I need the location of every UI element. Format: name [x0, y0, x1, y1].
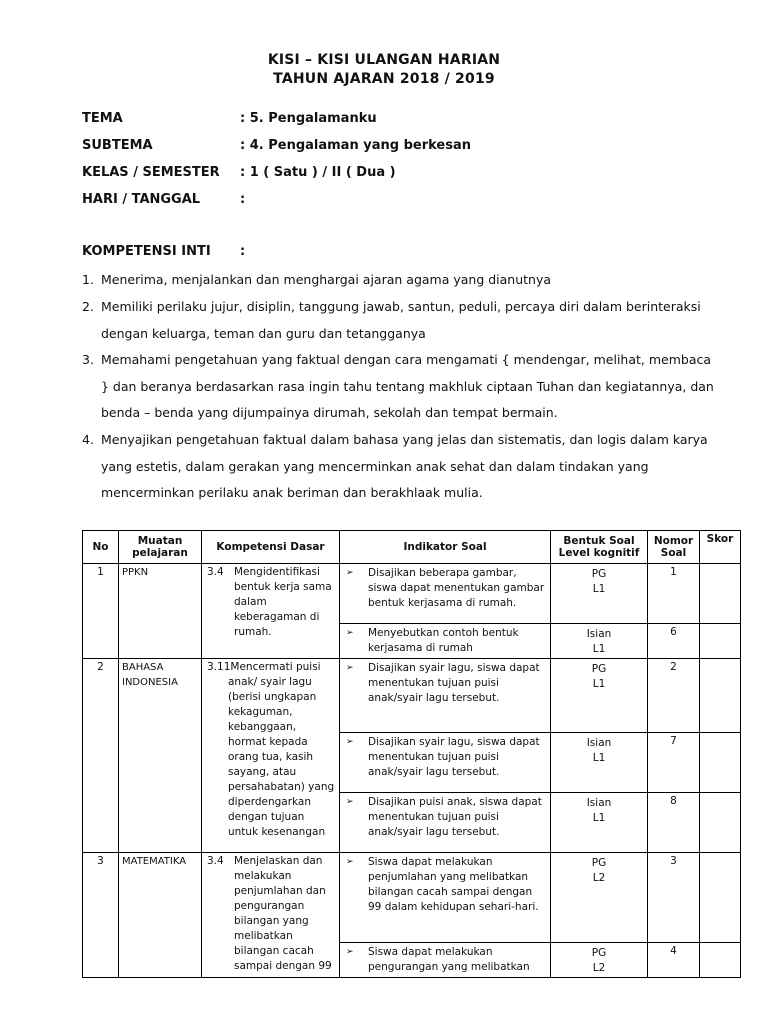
kd-cell — [202, 853, 340, 978]
header-nomor-soal: Nomor Soal — [648, 531, 700, 564]
indikator-cell — [340, 659, 551, 733]
indikator-cell — [340, 853, 551, 943]
bentuk-soal: Isian — [586, 628, 612, 640]
indikator-text: Disajikan syair lagu, siswa dapat menentukan tujuan puisi anak/syair lagu tersebut. — [368, 736, 540, 778]
kd-text: Mencermati puisi anak/ syair lagu (berisi ungkapan kekaguman, kebanggaan, hormat kepada orang tua, kasih sayang, atau persahabatan) yang diperdengarkan dengan tujuan untuk kesenangan — [228, 661, 335, 838]
header-bentuk-soal: Bentuk Soal Level kognitif — [551, 531, 648, 564]
ki-item-number: 4. — [82, 432, 94, 447]
ki-label: KOMPETENSI INTI — [82, 244, 211, 259]
skor-cell — [700, 853, 741, 943]
bullet-arrow-icon: ➢ — [346, 568, 354, 578]
ki-item — [82, 294, 722, 347]
bentuk-cell — [551, 733, 648, 793]
nomor-soal: 7 — [648, 733, 700, 793]
table-row — [83, 659, 741, 733]
indikator-cell — [340, 564, 551, 624]
level-kognitif: L1 — [592, 812, 606, 824]
skor-cell — [700, 659, 741, 733]
ki-item-text: Memiliki perilaku jujur, disiplin, tanggung jawab, santun, peduli, percaya diri dalam berinteraksi dengan keluarga, teman dan guru dan tetangganya — [101, 299, 701, 341]
indikator-text: Siswa dapat melakukan penjumlahan yang melibatkan bilangan cacah sampai dengan 99 dalam kehidupan sehari-hari. — [368, 856, 539, 913]
kelas-label: KELAS / SEMESTER — [82, 165, 220, 180]
document-title: KISI – KISI ULANGAN HARIAN — [267, 52, 501, 68]
header-muatan: Muatan pelajaran — [119, 531, 202, 564]
nomor-soal: 6 — [648, 624, 700, 659]
level-kognitif: L1 — [592, 678, 606, 690]
row-number: 1 — [83, 564, 119, 659]
kd-number: 3.4 — [207, 855, 224, 867]
skor-cell — [700, 733, 741, 793]
subject-cell: MATEMATIKA — [119, 853, 202, 978]
indikator-cell — [340, 793, 551, 853]
ki-item-text: Menerima, menjalankan dan menghargai ajaran agama yang dianutnya — [101, 272, 552, 287]
bullet-arrow-icon: ➢ — [346, 857, 354, 867]
kd-number: 3.4 — [207, 566, 224, 578]
bentuk-soal: PG — [591, 947, 607, 959]
nomor-soal: 4 — [648, 943, 700, 978]
nomor-soal: 8 — [648, 793, 700, 853]
kd-cell — [202, 564, 340, 659]
indikator-text: Disajikan beberapa gambar, siswa dapat menentukan gambar bentuk kerjasama di rumah. — [368, 567, 545, 609]
table-header-row — [83, 531, 741, 564]
bentuk-cell — [551, 853, 648, 943]
kd-number: 3.11 — [207, 661, 231, 673]
bentuk-soal: PG — [591, 663, 607, 675]
kd-text: Menjelaskan dan melakukan penjumlahan dan pengurangan bilangan yang melibatkan bilangan cacah sampai dengan 99 — [234, 855, 332, 972]
bentuk-cell — [551, 943, 648, 978]
ki-colon: : — [240, 244, 246, 259]
indikator-cell — [340, 733, 551, 793]
subject-cell: PPKN — [119, 564, 202, 659]
bullet-arrow-icon: ➢ — [346, 947, 354, 957]
skor-cell — [700, 943, 741, 978]
tema-value: : 5. Pengalamanku — [240, 111, 377, 126]
bentuk-cell — [551, 624, 648, 659]
ki-item-text: Menyajikan pengetahuan faktual dalam bahasa yang jelas dan sistematis, dan logis dalam karya yang estetis, dalam gerakan yang mencerminkan anak sehat dan dalam tindakan yang mencerminkan perilaku anak beriman dan berakhlaak mulia. — [101, 432, 708, 500]
ki-item — [82, 267, 722, 294]
nomor-soal: 1 — [648, 564, 700, 624]
level-kognitif: L1 — [592, 643, 606, 655]
header-indikator: Indikator Soal — [340, 531, 551, 564]
indikator-text: Disajikan syair lagu, siswa dapat menentukan tujuan puisi anak/syair lagu tersebut. — [368, 662, 540, 704]
bullet-arrow-icon: ➢ — [346, 663, 354, 673]
ki-item-number: 2. — [82, 299, 94, 314]
skor-cell — [700, 793, 741, 853]
table-row — [83, 853, 741, 943]
ki-item-number: 3. — [82, 352, 94, 367]
indikator-cell — [340, 943, 551, 978]
table-row — [83, 564, 741, 624]
ki-item-text: Memahami pengetahuan yang faktual dengan cara mengamati { mendengar, melihat, membaca } dan beranya berdasarkan rasa ingin tahu tentang makhluk ciptaan Tuhan dan kegiatannya, dan benda – benda yang dijumpainya dirumah, sekolah dan tempat bermain. — [101, 352, 714, 420]
header-no: No — [83, 531, 119, 564]
kisi-table — [82, 530, 741, 978]
kelas-value: : 1 ( Satu ) / II ( Dua ) — [240, 165, 396, 180]
indikator-text: Disajikan puisi anak, siswa dapat menentukan tujuan puisi anak/syair lagu tersebut. — [368, 796, 542, 838]
ki-item — [82, 427, 722, 507]
bentuk-cell — [551, 659, 648, 733]
bullet-arrow-icon: ➢ — [346, 737, 354, 747]
bentuk-soal: Isian — [586, 737, 612, 749]
bentuk-cell — [551, 564, 648, 624]
bentuk-soal: PG — [591, 857, 607, 869]
level-kognitif: L2 — [592, 962, 606, 974]
kd-text: Mengidentifikasi bentuk kerja sama dalam keberagaman di rumah. — [234, 566, 332, 638]
hari-label: HARI / TANGGAL — [82, 192, 201, 207]
document-subtitle: TAHUN AJARAN 2018 / 2019 — [273, 71, 495, 87]
bentuk-soal: Isian — [586, 797, 612, 809]
bullet-arrow-icon: ➢ — [346, 628, 354, 638]
tema-label: TEMA — [82, 111, 123, 126]
header-kompetensi-dasar: Kompetensi Dasar — [202, 531, 340, 564]
row-number: 3 — [83, 853, 119, 978]
level-kognitif: L2 — [592, 872, 606, 884]
subject-cell: BAHASA INDONESIA — [119, 659, 202, 853]
bentuk-soal: PG — [591, 568, 607, 580]
bullet-arrow-icon: ➢ — [346, 797, 354, 807]
indikator-cell — [340, 624, 551, 659]
subtema-value: : 4. Pengalaman yang berkesan — [240, 138, 471, 153]
indikator-text: Menyebutkan contoh bentuk kerjasama di rumah — [368, 627, 519, 654]
kd-cell — [202, 659, 340, 853]
nomor-soal: 2 — [648, 659, 700, 733]
level-kognitif: L1 — [592, 752, 606, 764]
indikator-text: Siswa dapat melakukan pengurangan yang melibatkan — [368, 946, 530, 973]
hari-value: : — [240, 192, 246, 207]
skor-cell — [700, 564, 741, 624]
subtema-label: SUBTEMA — [82, 138, 153, 153]
skor-cell — [700, 624, 741, 659]
bentuk-cell — [551, 793, 648, 853]
ki-item — [82, 347, 722, 427]
header-skor: Skor — [700, 531, 741, 564]
level-kognitif: L1 — [592, 583, 606, 595]
row-number: 2 — [83, 659, 119, 853]
ki-item-number: 1. — [82, 272, 94, 287]
nomor-soal: 3 — [648, 853, 700, 943]
